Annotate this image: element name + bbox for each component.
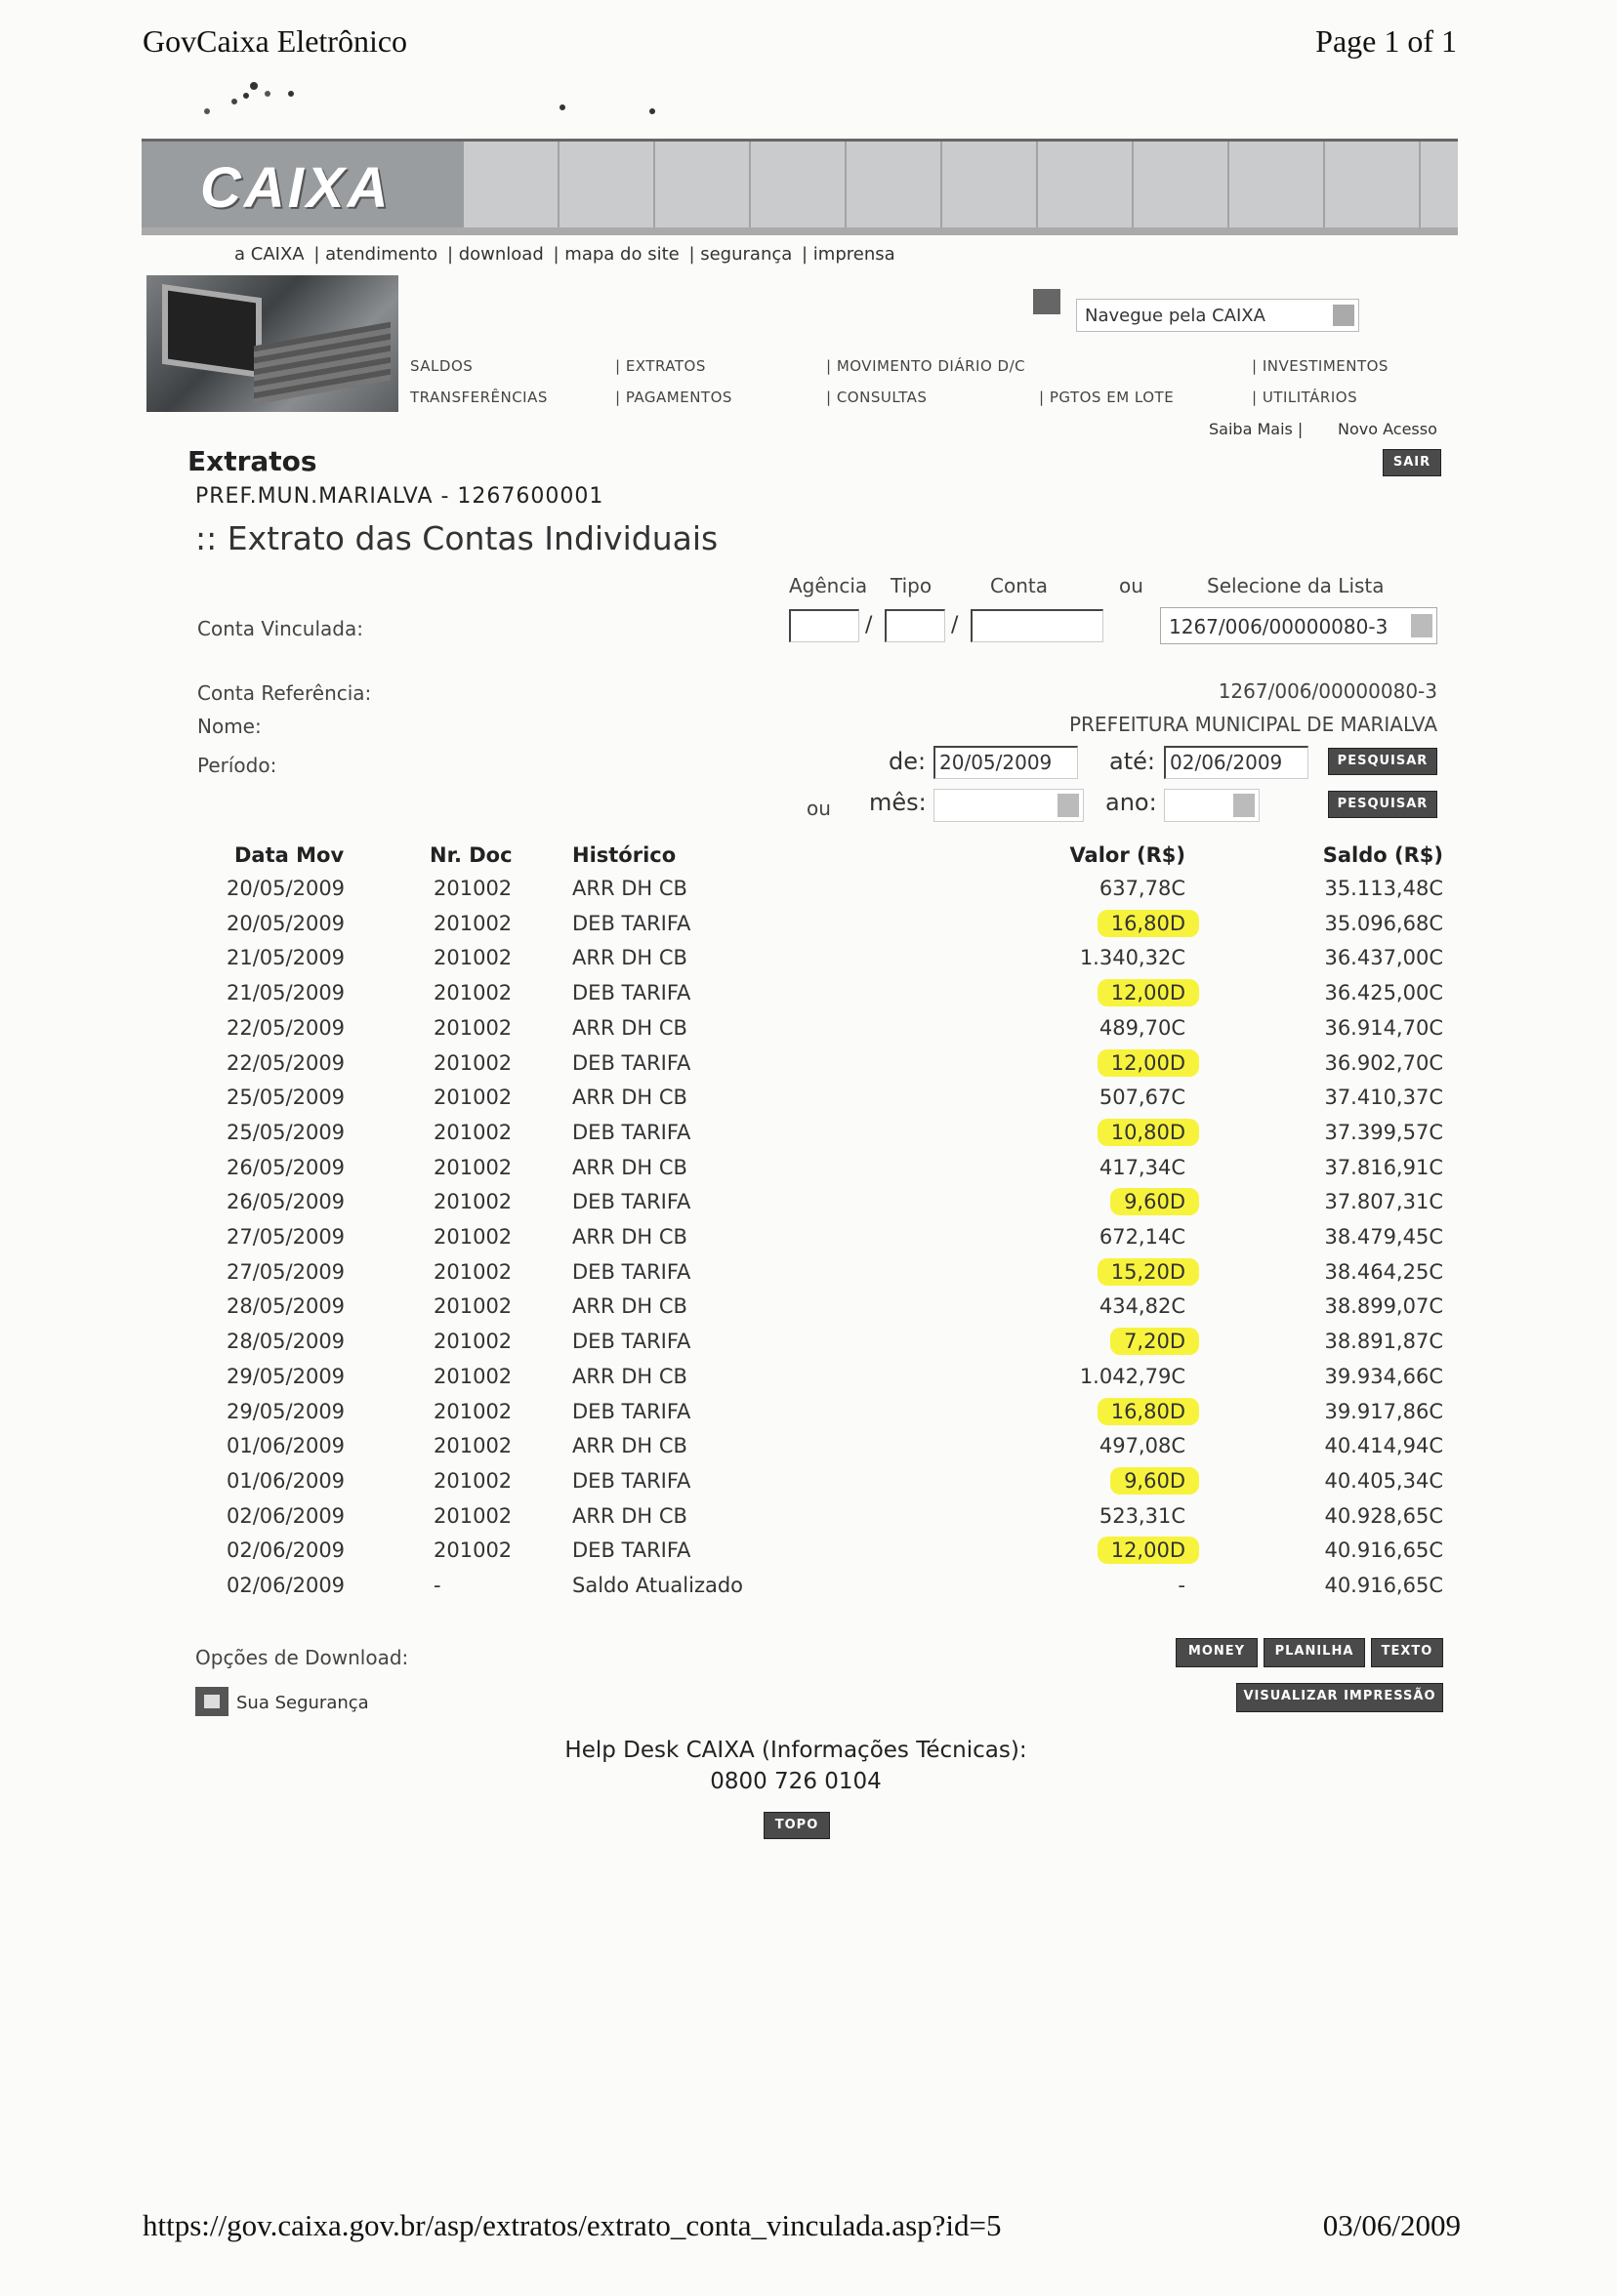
cell-doc: 201002 bbox=[434, 911, 513, 935]
cell-date: 20/05/2009 bbox=[227, 911, 346, 935]
cell-valor bbox=[1098, 1121, 1185, 1144]
helpdesk-phone: 0800 726 0104 bbox=[710, 1769, 882, 1794]
cell-doc: 201002 bbox=[434, 1015, 513, 1040]
dropdown-arrow-icon[interactable] bbox=[1233, 794, 1255, 817]
de-label: de: bbox=[889, 748, 927, 775]
cell-valor: 507,67C bbox=[1099, 1086, 1185, 1110]
cell-valor: 523,31C bbox=[1099, 1503, 1185, 1528]
lock-icon[interactable] bbox=[195, 1687, 228, 1716]
cell-date: 26/05/2009 bbox=[227, 1155, 346, 1179]
pesquisar-button[interactable]: PESQUISAR bbox=[1328, 748, 1437, 775]
cell-saldo: 36.425,00C bbox=[1324, 981, 1443, 1005]
account-owner: PREF.MUN.MARIALVA - 1267600001 bbox=[195, 484, 604, 509]
cell-historico: DEB TARIFA bbox=[572, 981, 691, 1005]
table-row bbox=[223, 1016, 1443, 1051]
menu-saldos[interactable]: SALDOS bbox=[410, 357, 474, 375]
conta-vinculada-label: Conta Vinculada: bbox=[197, 617, 363, 640]
texto-button[interactable]: TEXTO bbox=[1371, 1638, 1443, 1667]
cell-historico: ARR DH CB bbox=[572, 1086, 687, 1110]
computer-photo bbox=[146, 275, 398, 412]
table-row bbox=[223, 877, 1443, 912]
table-row bbox=[223, 1400, 1443, 1435]
download-options-label: Opções de Download: bbox=[195, 1646, 409, 1669]
nav-atendimento[interactable]: | atendimento bbox=[313, 244, 438, 265]
nav-imprensa[interactable]: | imprensa bbox=[802, 244, 895, 265]
cell-saldo: 39.917,86C bbox=[1324, 1399, 1443, 1423]
menu-investimentos[interactable]: | INVESTIMENTOS bbox=[1252, 357, 1389, 375]
cell-doc: 201002 bbox=[434, 1468, 513, 1493]
table-row bbox=[223, 1156, 1443, 1191]
dropdown-arrow-icon[interactable] bbox=[1333, 305, 1354, 326]
cell-saldo: 36.437,00C bbox=[1324, 946, 1443, 970]
cell-doc: 201002 bbox=[434, 1155, 513, 1179]
caixa-logo[interactable]: CAIXA bbox=[200, 156, 392, 220]
cell-historico: DEB TARIFA bbox=[572, 1190, 691, 1214]
cell-saldo: 35.113,48C bbox=[1324, 877, 1443, 900]
cell-doc: 201002 bbox=[434, 1120, 513, 1144]
cell-doc: 201002 bbox=[434, 1190, 513, 1214]
print-date: 03/06/2009 bbox=[1322, 2208, 1461, 2242]
cell-saldo: 38.891,87C bbox=[1324, 1330, 1443, 1354]
ano-label: ano: bbox=[1105, 789, 1157, 816]
cell-historico: ARR DH CB bbox=[572, 877, 687, 900]
cell-saldo: 37.816,91C bbox=[1324, 1155, 1443, 1179]
top-nav bbox=[234, 244, 899, 265]
cell-historico: DEB TARIFA bbox=[572, 1259, 691, 1284]
cell-doc: 201002 bbox=[434, 1330, 513, 1354]
highlight-marker: 16,80D bbox=[1098, 1398, 1199, 1425]
month-select[interactable] bbox=[933, 789, 1084, 822]
cell-historico: DEB TARIFA bbox=[572, 1538, 691, 1563]
cell-doc: 201002 bbox=[434, 1294, 513, 1319]
cell-date: 02/06/2009 bbox=[227, 1503, 346, 1528]
dropdown-arrow-icon[interactable] bbox=[1411, 614, 1432, 637]
nav-mapa-do-site[interactable]: | mapa do site bbox=[553, 244, 680, 265]
nav-seguranca[interactable]: | segurança bbox=[688, 244, 793, 265]
highlight-marker: 9,60D bbox=[1110, 1467, 1199, 1495]
menu-extratos[interactable]: | EXTRATOS bbox=[615, 357, 706, 375]
table-row bbox=[223, 1190, 1443, 1225]
novo-acesso-link[interactable]: Novo Acesso bbox=[1338, 420, 1437, 438]
ou-header: ou bbox=[1119, 574, 1143, 597]
cell-historico: Saldo Atualizado bbox=[572, 1574, 744, 1597]
cell-historico: ARR DH CB bbox=[572, 1364, 687, 1388]
cell-date: 26/05/2009 bbox=[227, 1190, 346, 1214]
cell-saldo: 36.902,70C bbox=[1324, 1050, 1443, 1075]
account-list-select[interactable]: 1267/006/00000080-3 bbox=[1160, 607, 1437, 644]
table-row bbox=[223, 1225, 1443, 1260]
cell-valor bbox=[1098, 1260, 1185, 1284]
dropdown-arrow-icon[interactable] bbox=[1057, 794, 1079, 817]
col-header-valor: Valor (R$) bbox=[1069, 843, 1185, 867]
agencia-header: Agência bbox=[789, 574, 868, 597]
table-row bbox=[223, 981, 1443, 1016]
table-row bbox=[223, 1469, 1443, 1504]
cell-saldo: 40.414,94C bbox=[1324, 1434, 1443, 1458]
year-select[interactable] bbox=[1164, 789, 1260, 822]
cell-date: 02/06/2009 bbox=[227, 1574, 346, 1597]
highlight-marker: 10,80D bbox=[1098, 1119, 1199, 1146]
table-row bbox=[223, 946, 1443, 981]
cell-valor bbox=[1110, 1330, 1185, 1353]
cell-historico: DEB TARIFA bbox=[572, 1468, 691, 1493]
sua-seguranca-link[interactable]: Sua Segurança bbox=[236, 1693, 369, 1713]
cell-date: 22/05/2009 bbox=[227, 1050, 346, 1075]
cell-saldo: 35.096,68C bbox=[1324, 911, 1443, 935]
tipo-header: Tipo bbox=[891, 574, 933, 597]
cell-date: 28/05/2009 bbox=[227, 1330, 346, 1354]
cell-historico: DEB TARIFA bbox=[572, 1399, 691, 1423]
cell-historico: ARR DH CB bbox=[572, 1503, 687, 1528]
cell-saldo: 36.914,70C bbox=[1324, 1015, 1443, 1040]
cell-historico: ARR DH CB bbox=[572, 1225, 687, 1249]
cell-saldo: 37.410,37C bbox=[1324, 1086, 1443, 1110]
highlight-marker: 12,00D bbox=[1098, 1537, 1199, 1564]
cell-saldo: 40.916,65C bbox=[1324, 1574, 1443, 1597]
cell-valor: 417,34C bbox=[1099, 1155, 1185, 1179]
nome-label: Nome: bbox=[197, 715, 262, 738]
ate-label: até: bbox=[1109, 748, 1155, 775]
decorative-dots bbox=[186, 68, 693, 137]
highlight-marker: 12,00D bbox=[1098, 1049, 1199, 1077]
cell-valor bbox=[1110, 1469, 1185, 1493]
topo-button[interactable]: TOPO bbox=[764, 1812, 830, 1839]
conta-referencia-label: Conta Referência: bbox=[197, 681, 372, 705]
conta-input[interactable] bbox=[971, 609, 1103, 642]
cell-valor bbox=[1098, 1538, 1185, 1562]
site-navigation-select[interactable]: Navegue pela CAIXA bbox=[1076, 299, 1359, 332]
cell-doc: 201002 bbox=[434, 981, 513, 1005]
cell-valor: 497,08C bbox=[1099, 1434, 1185, 1458]
table-row bbox=[223, 1086, 1443, 1121]
menu-utilitarios[interactable]: | UTILITÁRIOS bbox=[1252, 389, 1358, 406]
cell-date: 27/05/2009 bbox=[227, 1259, 346, 1284]
cell-saldo: 38.899,07C bbox=[1324, 1294, 1443, 1319]
table-row bbox=[223, 1051, 1443, 1086]
table-row bbox=[223, 1121, 1443, 1156]
cell-historico: ARR DH CB bbox=[572, 1294, 687, 1319]
cell-saldo: 40.928,65C bbox=[1324, 1503, 1443, 1528]
agencia-input[interactable] bbox=[789, 609, 859, 642]
cell-valor bbox=[1098, 1051, 1185, 1075]
highlight-marker: 9,60D bbox=[1110, 1188, 1199, 1215]
cell-valor: 489,70C bbox=[1099, 1015, 1185, 1040]
ou-label: ou bbox=[807, 797, 831, 820]
cell-valor: 1.042,79C bbox=[1079, 1364, 1185, 1388]
nav-download[interactable]: | download bbox=[446, 244, 544, 265]
cell-doc: 201002 bbox=[434, 1259, 513, 1284]
sair-button[interactable]: SAIR bbox=[1383, 449, 1441, 476]
cell-valor bbox=[1098, 1400, 1185, 1423]
separator-slash: / bbox=[865, 613, 873, 637]
date-from-input[interactable]: 20/05/2009 bbox=[933, 746, 1078, 779]
cell-saldo: 39.934,66C bbox=[1324, 1364, 1443, 1388]
nome-value: PREFEITURA MUNICIPAL DE MARIALVA bbox=[1068, 713, 1437, 736]
nav-square-icon bbox=[1033, 289, 1060, 314]
col-header-historico: Histórico bbox=[572, 843, 677, 867]
cell-saldo: 40.405,34C bbox=[1324, 1468, 1443, 1493]
cell-valor bbox=[1110, 1190, 1185, 1213]
cell-date: 22/05/2009 bbox=[227, 1015, 346, 1040]
cell-valor: 1.340,32C bbox=[1079, 946, 1185, 970]
cell-doc: 201002 bbox=[434, 1538, 513, 1563]
cell-historico: ARR DH CB bbox=[572, 946, 687, 970]
nav-a-caixa[interactable]: a CAIXA bbox=[234, 244, 305, 265]
pesquisar-month-button[interactable]: PESQUISAR bbox=[1328, 791, 1437, 818]
conta-header: Conta bbox=[990, 574, 1048, 597]
date-to-input[interactable]: 02/06/2009 bbox=[1164, 746, 1308, 779]
cell-doc: 201002 bbox=[434, 1503, 513, 1528]
cell-date: 29/05/2009 bbox=[227, 1364, 346, 1388]
table-row bbox=[223, 1434, 1443, 1469]
cell-doc: 201002 bbox=[434, 1399, 513, 1423]
cell-historico: ARR DH CB bbox=[572, 1155, 687, 1179]
cell-date: 28/05/2009 bbox=[227, 1294, 346, 1319]
page-title: :: Extrato das Contas Individuais bbox=[195, 519, 719, 557]
cell-doc: 201002 bbox=[434, 877, 513, 900]
menu-pagamentos[interactable]: | PAGAMENTOS bbox=[615, 389, 732, 406]
menu-transferencias[interactable]: TRANSFERÊNCIAS bbox=[410, 389, 548, 406]
menu-movimento-diario[interactable]: | MOVIMENTO DIÁRIO D/C bbox=[826, 357, 1026, 375]
cell-saldo: 38.464,25C bbox=[1324, 1259, 1443, 1284]
site-banner bbox=[142, 139, 1458, 235]
cell-date: 21/05/2009 bbox=[227, 946, 346, 970]
cell-historico: DEB TARIFA bbox=[572, 1050, 691, 1075]
cell-saldo: 37.807,31C bbox=[1324, 1190, 1443, 1214]
cell-historico: ARR DH CB bbox=[572, 1434, 687, 1458]
cell-date: 02/06/2009 bbox=[227, 1538, 346, 1563]
cell-historico: ARR DH CB bbox=[572, 1015, 687, 1040]
cell-saldo: 37.399,57C bbox=[1324, 1120, 1443, 1144]
cell-saldo: 38.479,45C bbox=[1324, 1225, 1443, 1249]
cell-doc: 201002 bbox=[434, 946, 513, 970]
mes-label: mês: bbox=[869, 789, 927, 816]
cell-valor: 637,78C bbox=[1099, 877, 1185, 900]
print-page-number: Page 1 of 1 bbox=[1315, 23, 1457, 59]
highlight-marker: 12,00D bbox=[1098, 979, 1199, 1006]
visualizar-impressao-button[interactable]: VISUALIZAR IMPRESSÃO bbox=[1236, 1683, 1443, 1712]
cell-valor: - bbox=[1178, 1574, 1185, 1597]
cell-date: 01/06/2009 bbox=[227, 1468, 346, 1493]
separator-slash: / bbox=[951, 613, 959, 637]
periodo-label: Período: bbox=[197, 754, 277, 777]
highlight-marker: 7,20D bbox=[1110, 1328, 1199, 1355]
cell-doc: 201002 bbox=[434, 1364, 513, 1388]
tipo-input[interactable] bbox=[885, 609, 945, 642]
cell-doc: 201002 bbox=[434, 1050, 513, 1075]
cell-date: 25/05/2009 bbox=[227, 1120, 346, 1144]
cell-date: 01/06/2009 bbox=[227, 1434, 346, 1458]
table-row bbox=[223, 1574, 1443, 1609]
table-row bbox=[223, 1504, 1443, 1539]
planilha-button[interactable]: PLANILHA bbox=[1264, 1638, 1365, 1667]
cell-historico: DEB TARIFA bbox=[572, 1120, 691, 1144]
col-header-doc: Nr. Doc bbox=[430, 843, 513, 867]
menu-pgtos-em-lote[interactable]: | PGTOS EM LOTE bbox=[1039, 389, 1175, 406]
table-row bbox=[223, 1365, 1443, 1400]
cell-valor bbox=[1098, 981, 1185, 1004]
cell-date: 25/05/2009 bbox=[227, 1086, 346, 1110]
conta-referencia-value: 1267/006/00000080-3 bbox=[1218, 679, 1437, 703]
section-heading: Extratos bbox=[187, 445, 317, 477]
table-row bbox=[223, 1330, 1443, 1365]
cell-doc: 201002 bbox=[434, 1086, 513, 1110]
highlight-marker: 15,20D bbox=[1098, 1258, 1199, 1286]
money-button[interactable]: MONEY bbox=[1176, 1638, 1258, 1667]
cell-valor: 672,14C bbox=[1099, 1225, 1185, 1249]
cell-doc: 201002 bbox=[434, 1225, 513, 1249]
cell-date: 29/05/2009 bbox=[227, 1399, 346, 1423]
cell-historico: DEB TARIFA bbox=[572, 1330, 691, 1354]
table-row bbox=[223, 1294, 1443, 1330]
helpdesk-title: Help Desk CAIXA (Informações Técnicas): bbox=[564, 1738, 1027, 1763]
lista-header: Selecione da Lista bbox=[1207, 574, 1385, 597]
statement-table bbox=[223, 843, 1443, 1624]
table-row bbox=[223, 1260, 1443, 1295]
cell-date: 20/05/2009 bbox=[227, 877, 346, 900]
cell-valor bbox=[1098, 912, 1185, 935]
table-row bbox=[223, 1538, 1443, 1574]
cell-doc: - bbox=[434, 1574, 441, 1597]
cell-date: 21/05/2009 bbox=[227, 981, 346, 1005]
highlight-marker: 16,80D bbox=[1098, 910, 1199, 937]
cell-doc: 201002 bbox=[434, 1434, 513, 1458]
print-url: https://gov.caixa.gov.br/asp/extratos/extrato_conta_vinculada.asp?id=5 bbox=[143, 2208, 1002, 2242]
menu-consultas[interactable]: | CONSULTAS bbox=[826, 389, 928, 406]
table-row bbox=[223, 912, 1443, 947]
col-header-data: Data Mov bbox=[234, 843, 345, 867]
print-header-title: GovCaixa Eletrônico bbox=[143, 23, 408, 59]
cell-saldo: 40.916,65C bbox=[1324, 1538, 1443, 1563]
cell-historico: DEB TARIFA bbox=[572, 911, 691, 935]
saiba-mais-link[interactable]: Saiba Mais | bbox=[1209, 420, 1304, 438]
cell-date: 27/05/2009 bbox=[227, 1225, 346, 1249]
col-header-saldo: Saldo (R$) bbox=[1322, 843, 1443, 867]
cell-valor: 434,82C bbox=[1099, 1294, 1185, 1319]
